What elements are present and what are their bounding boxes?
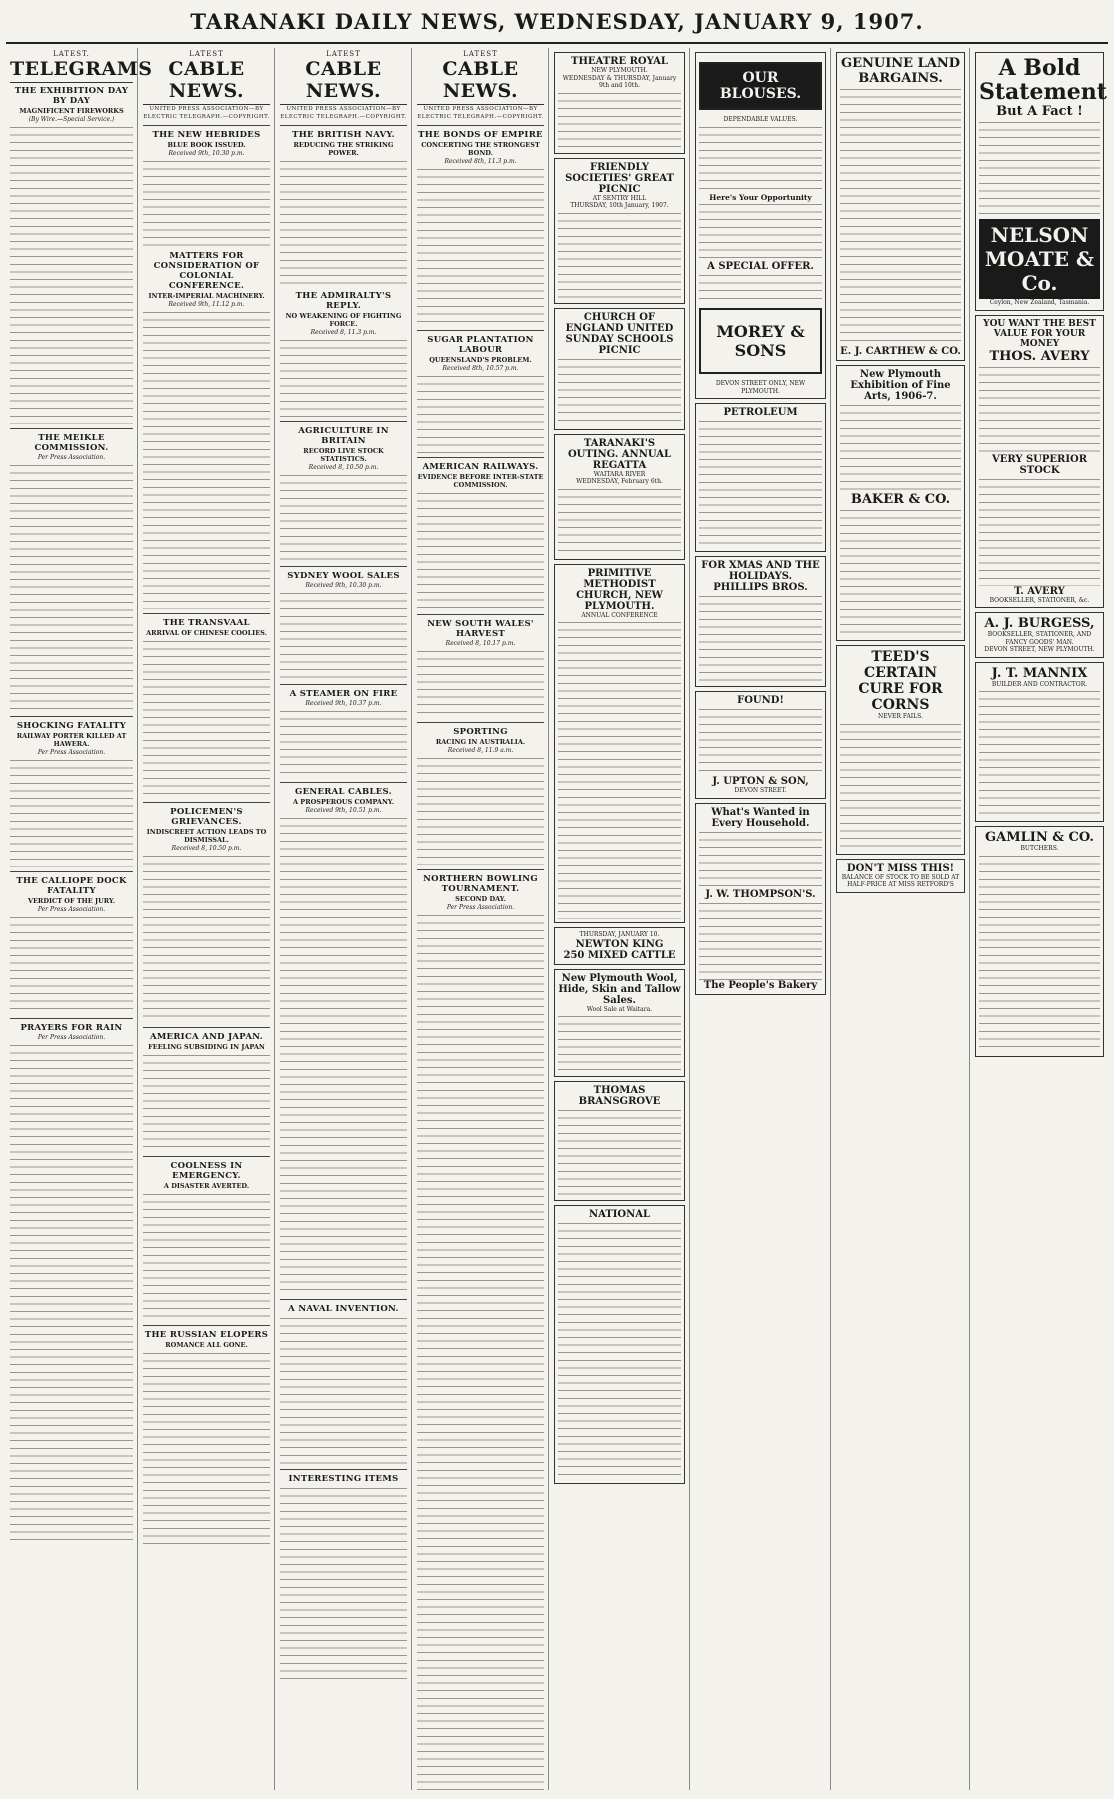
article-dateline: Received 8, 11.3 p.m. [310, 329, 377, 336]
article-subhead: VERDICT OF THE JURY. [27, 897, 116, 905]
ad-title: PRIMITIVE METHODIST CHURCH, NEW PLYMOUTH. [576, 567, 663, 612]
article-dateline: Per Press Association. [446, 904, 515, 911]
article-headline: THE EXHIBITION DAY BY DAY [14, 86, 129, 106]
article-subhead: A DISASTER AVERTED. [163, 1182, 250, 1190]
article-dateline: Per Press Association. [37, 749, 106, 756]
divider [10, 428, 133, 429]
article-dateline: Received 9th, 10.30 p.m. [305, 582, 382, 589]
ad-merchant: J. W. THOMPSON'S. [705, 888, 816, 900]
divider [143, 125, 270, 126]
ad-body-placeholder [558, 1013, 681, 1073]
ad-origin: Ceylon, New Zealand, Tasmania. [989, 299, 1090, 306]
article-subhead: EVIDENCE BEFORE INTER-STATE COMMISSION. [417, 473, 544, 489]
article [143, 618, 270, 798]
divider [417, 330, 544, 331]
article-body-placeholder [143, 638, 270, 798]
ad-title: New Plymouth Wool, Hide, Skin and Tallow Sales. [558, 972, 681, 1006]
article-dateline: Received 8, 10.50 p.m. [171, 845, 242, 852]
ad-land-bargains [836, 52, 965, 361]
article-subhead: SECOND DAY. [455, 895, 506, 903]
ad-avery [975, 315, 1104, 609]
ad-found [695, 691, 826, 799]
article-subhead: BLUE BOOK ISSUED. [167, 141, 246, 149]
article-headline: THE CALLIOPE DOCK FATALITY [16, 876, 127, 896]
ad-special-offer: A SPECIAL OFFER. [707, 261, 814, 272]
article-body-placeholder [143, 1052, 270, 1152]
article [417, 130, 544, 326]
article-dateline: Received 8, 10.17 p.m. [445, 640, 516, 647]
ad-title: New Plymouth Exhibition of Fine Arts, 1906-7. [850, 369, 951, 402]
column-kicker: LATEST [189, 50, 224, 58]
divider [10, 1018, 133, 1019]
ad-title: FRIENDLY SOCIETIES' GREAT PICNIC [565, 161, 674, 195]
divider [143, 802, 270, 803]
divider [280, 125, 407, 126]
article-headline: SYDNEY WOOL SALES [287, 571, 400, 581]
ad-conference [554, 564, 685, 924]
ad-body-placeholder [840, 721, 961, 851]
ad-body-placeholder [558, 619, 681, 919]
article-headline: SHOCKING FATALITY [16, 721, 127, 731]
article-dateline: Received 9th, 10.37 p.m. [305, 700, 382, 707]
article [417, 874, 544, 1792]
article-dateline: Received 9th, 10.30 p.m. [168, 150, 245, 157]
column-cable-news-3 [413, 48, 549, 1790]
article [417, 727, 544, 865]
logo-text: NELSON MOATE & Co. [984, 223, 1095, 295]
ad-subtitle: WAITARA RIVER [593, 470, 646, 478]
ad-highlight: Here's Your Opportunity [709, 192, 812, 202]
article-headline: MATTERS FOR CONSIDERATION OF COLONIAL CONFERENCE. [153, 251, 260, 291]
ad-body-placeholder [558, 486, 681, 556]
divider [280, 684, 407, 685]
article [143, 130, 270, 248]
ad-title: GAMLIN & CO. [985, 830, 1094, 845]
ad-mannix [975, 662, 1104, 823]
column-cable-news-2 [276, 48, 412, 1790]
ad-title: NEWTON KING [575, 938, 664, 950]
article-subhead: RECORD LIVE STOCK STATISTICS. [303, 447, 384, 463]
ad-subtitle: But A Fact ! [996, 104, 1083, 119]
article-body-placeholder [280, 1485, 407, 1685]
ad-national [554, 1205, 685, 1484]
article [280, 1304, 407, 1465]
ad-sunday-schools [554, 308, 685, 430]
article-subhead: ROMANCE ALL GONE. [165, 1341, 248, 1349]
divider [417, 614, 544, 615]
article [280, 689, 407, 778]
article-body-placeholder [417, 755, 544, 865]
ad-regatta [554, 434, 685, 560]
article-body-placeholder [417, 912, 544, 1792]
ad-exhibition [836, 365, 965, 641]
article-dateline: Received 8th, 11.3 p.m. [444, 158, 517, 165]
article [280, 291, 407, 417]
article-headline: INTERESTING ITEMS [288, 1474, 399, 1484]
ad-merchant: J. UPTON & SON, [712, 776, 809, 787]
article-body-placeholder [143, 853, 270, 1023]
divider [280, 421, 407, 422]
article-dateline: Received 9th, 10.51 p.m. [305, 807, 382, 814]
article-headline: AMERICAN RAILWAYS. [422, 462, 539, 472]
article-dateline: Per Press Association. [37, 906, 106, 913]
column-ads-3 [832, 48, 970, 1790]
ad-subtitle: NEVER FAILS. [878, 713, 923, 720]
article-body-placeholder [143, 309, 270, 609]
ad-newton-king [554, 927, 685, 965]
column-kicker: LATEST [326, 50, 361, 58]
article [280, 1474, 407, 1685]
ad-body-placeholder [840, 507, 961, 637]
article-body-placeholder [10, 124, 133, 424]
article-body-placeholder [280, 815, 407, 1295]
article-headline: A STEAMER ON FIRE [289, 689, 398, 699]
ad-body-placeholder [699, 201, 822, 261]
article-headline: THE RUSSIAN ELOPERS [144, 1330, 269, 1340]
article-headline: THE BRITISH NAVY. [292, 130, 395, 140]
column-head: CABLE NEWS. [143, 58, 270, 105]
divider [143, 1156, 270, 1157]
article-body-placeholder [10, 757, 133, 867]
divider [280, 1469, 407, 1470]
article [280, 571, 407, 680]
ad-merchant: T. AVERY [1014, 585, 1065, 597]
article-headline: THE TRANSVAAL [163, 618, 250, 628]
ad-merchant: THOS. AVERY [989, 348, 1090, 364]
article-body-placeholder [10, 462, 133, 712]
divider [280, 1299, 407, 1300]
article-body-placeholder [280, 158, 407, 288]
column-kicker: LATEST [463, 50, 498, 58]
article-headline: COOLNESS IN EMERGENCY. [170, 1161, 243, 1181]
ad-body-placeholder [699, 829, 822, 889]
ad-half-price [836, 859, 965, 893]
ad-subtitle: PHILLIPS BROS. [713, 582, 808, 593]
ad-title: FOR XMAS AND THE HOLIDAYS. [701, 560, 820, 582]
article [143, 251, 270, 609]
newspaper-page [6, 4, 1108, 1794]
ad-date: WEDNESDAY & THURSDAY, January 9th and 10th. [562, 74, 677, 89]
ad-title: TARANAKI'S OUTING. ANNUAL REGATTA [567, 437, 672, 471]
ad-agent: E. J. CARTHEW & CO. [840, 346, 961, 357]
column-telegrams [6, 48, 153, 1790]
article-body-placeholder [417, 490, 544, 610]
article [143, 1161, 270, 1321]
article-body-placeholder [10, 1042, 133, 1542]
ad-subtitle: BOOKSELLER, STATIONER, AND FANCY GOODS' MAN. [987, 631, 1092, 646]
ad-title: What's Wanted in Every Household. [711, 806, 810, 829]
ad-body-placeholder [558, 356, 681, 426]
article [417, 335, 544, 453]
article [143, 1330, 270, 1550]
ad-body-placeholder [699, 418, 822, 548]
ad-subtitle: DEPENDABLE VALUES. [723, 116, 798, 123]
article-dateline: Received 8, 10.50 p.m. [308, 464, 379, 471]
article [280, 787, 407, 1295]
article [280, 426, 407, 562]
column-sub: UNITED PRESS ASSOCIATION—BY ELECTRIC TELEGRAPH.—COPYRIGHT. [280, 106, 407, 120]
nelson-moate-logo [979, 219, 1100, 299]
ad-subtitle: ANNUAL CONFERENCE [581, 611, 658, 619]
article [10, 86, 133, 424]
article-subhead: ARRIVAL OF CHINESE COOLIES. [146, 629, 267, 637]
article-headline: SUGAR PLANTATION LABOUR [427, 335, 534, 355]
column-ads-2 [691, 48, 831, 1790]
article-dateline: Per Press Association. [37, 454, 106, 461]
ad-bold-statement [975, 52, 1107, 311]
article [10, 721, 133, 867]
article-subhead: NO WEAKENING OF FIGHTING FORCE. [285, 312, 402, 328]
column-ads-1 [550, 48, 690, 1790]
ad-title: THEATRE ROYAL [571, 56, 668, 67]
column-head: CABLE NEWS. [417, 58, 544, 105]
ad-blouses [695, 52, 826, 399]
column-ads-4 [971, 48, 1108, 1790]
ad-subtitle: BALANCE OF STOCK TO BE SOLD AT HALF-PRICE AT MISS RETFORD'S [841, 873, 960, 888]
article-subhead: A PROSPEROUS COMPANY. [293, 798, 394, 806]
article-dateline: Received 8, 11.9 a.m. [447, 747, 514, 754]
article-headline: GENERAL CABLES. [295, 787, 392, 797]
ad-address: DEVON STREET ONLY, NEW PLYMOUTH. [715, 380, 806, 395]
ad-burgess [975, 612, 1104, 658]
ad-address: DEVON STREET, NEW PLYMOUTH. [984, 646, 1095, 653]
article [10, 433, 133, 712]
ad-body-placeholder [979, 688, 1100, 818]
article-subhead: RAILWAY PORTER KILLED AT HAWERA. [16, 732, 127, 748]
ad-body-placeholder [558, 210, 681, 300]
divider [417, 722, 544, 723]
divider [280, 566, 407, 567]
ad-address: DEVON STREET. [734, 787, 787, 794]
column-head: CABLE NEWS. [280, 58, 407, 105]
ad-body-placeholder [699, 706, 822, 776]
ad-body-placeholder [699, 900, 822, 980]
article [10, 876, 133, 1014]
ad-subtitle: BOOKSELLER, STATIONER, &c. [989, 596, 1090, 604]
ad-title: PETROLEUM [723, 407, 798, 418]
article [143, 1032, 270, 1152]
article-subhead: REDUCING THE STRIKING POWER. [293, 141, 394, 157]
article-body-placeholder [417, 648, 544, 718]
divider [280, 782, 407, 783]
article [143, 807, 270, 1023]
ad-stock: VERY SUPERIOR STOCK [991, 453, 1088, 476]
ad-body-placeholder [979, 476, 1100, 586]
article-subhead: INDISCREET ACTION LEADS TO DISMISSAL. [146, 828, 267, 844]
divider [143, 1027, 270, 1028]
ad-body-placeholder [558, 1220, 681, 1480]
article-body-placeholder [143, 1191, 270, 1321]
article-headline: A NAVAL INVENTION. [288, 1304, 399, 1314]
ad-body-placeholder [558, 1107, 681, 1197]
divider [143, 613, 270, 614]
morey-sons-logo: MOREY & SONS [699, 308, 822, 374]
column-kicker: LATEST. [53, 50, 90, 58]
ad-bakery: The People's Bakery [703, 979, 818, 991]
article-dateline: Received 9th, 11.12 p.m. [168, 301, 245, 308]
article-subhead: QUEENSLAND'S PROBLEM. [429, 356, 532, 364]
column-sub: UNITED PRESS ASSOCIATION—BY ELECTRIC TELEGRAPH.—COPYRIGHT. [143, 106, 270, 120]
article-body-placeholder [280, 590, 407, 680]
ad-body-placeholder [558, 90, 681, 150]
ad-body-placeholder [979, 364, 1100, 454]
divider [143, 1325, 270, 1326]
column-cable-news-1 [139, 48, 275, 1790]
article-headline: AGRICULTURE IN BRITAIN [298, 426, 389, 446]
ad-petroleum [695, 403, 826, 552]
article-subhead: RACING IN AUSTRALIA. [435, 738, 526, 746]
ad-merchant: BAKER & CO. [850, 492, 951, 507]
ad-body-placeholder [979, 853, 1100, 1053]
ad-title: FOUND! [737, 695, 784, 706]
ad-body-placeholder [699, 124, 822, 194]
article-headline: THE MEIKLE COMMISSION. [34, 433, 109, 453]
ad-body-placeholder [840, 86, 961, 346]
ad-title: TEED'S CERTAIN CURE FOR CORNS [858, 649, 943, 713]
article [417, 462, 544, 610]
divider [417, 869, 544, 870]
ad-title: J. T. MANNIX [991, 665, 1088, 681]
ad-title: GENUINE LAND BARGAINS. [840, 56, 960, 86]
ad-phillips [695, 556, 826, 687]
article-body-placeholder [417, 373, 544, 453]
ad-household [695, 803, 826, 995]
article-headline: THE BONDS OF EMPIRE [418, 130, 543, 140]
divider [417, 125, 544, 126]
ad-bransgrove [554, 1081, 685, 1201]
ad-body-placeholder [840, 402, 961, 492]
ad-date: WEDNESDAY, February 6th. [576, 478, 663, 485]
divider [10, 871, 133, 872]
article-subhead: CONCERTING THE STRONGEST BOND. [421, 141, 540, 157]
article-body-placeholder [280, 1315, 407, 1465]
article [280, 130, 407, 288]
article-headline: PRAYERS FOR RAIN [20, 1023, 123, 1033]
article-headline: THE ADMIRALTY'S REPLY. [295, 291, 392, 311]
ad-logo: OUR BLOUSES. [699, 62, 822, 110]
ad-subtitle: BUTCHERS. [1020, 845, 1059, 852]
article-headline: NORTHERN BOWLING TOURNAMENT. [423, 874, 538, 894]
article-body-placeholder [280, 708, 407, 778]
ad-subtitle: NEW PLYMOUTH. [591, 67, 648, 74]
article-headline: AMERICA AND JAPAN. [149, 1032, 264, 1042]
column-head: TELEGRAMS [10, 58, 133, 83]
ad-title: YOU WANT THE BEST VALUE FOR YOUR MONEY [983, 318, 1096, 349]
ad-gamlin [975, 826, 1104, 1057]
ad-subtitle: BUILDER AND CONTRACTOR. [991, 680, 1088, 688]
ad-theatre-royal [554, 52, 685, 154]
ad-title: NATIONAL [588, 1209, 651, 1220]
article-headline: NEW SOUTH WALES' HARVEST [427, 619, 534, 639]
ad-body-placeholder [699, 593, 822, 683]
article-headline: SPORTING [453, 727, 508, 737]
ad-subtitle: AT SENTRY HILL [592, 194, 647, 202]
ad-subtitle: 250 MIXED CATTLE [563, 949, 676, 961]
article [417, 619, 544, 718]
ad-body-placeholder [979, 119, 1100, 219]
ad-title: THOMAS BRANSGROVE [578, 1085, 661, 1107]
masthead-title: TARANAKI DAILY NEWS, WEDNESDAY, JANUARY 9, 1907. [190, 9, 924, 34]
ad-body-placeholder [699, 272, 822, 302]
ad-date: THURSDAY, JANUARY 10. [579, 931, 660, 938]
article-body-placeholder [10, 914, 133, 1014]
article-subhead: INTER-IMPERIAL MACHINERY. [148, 292, 265, 300]
article-body-placeholder [143, 1350, 270, 1550]
ad-title: DON'T MISS THIS! [846, 862, 955, 874]
ad-title: A Bold Statement [979, 55, 1107, 105]
article-subhead: MAGNIFICENT FIREWORKS [19, 107, 124, 115]
ad-picnic [554, 158, 685, 304]
article-headline: POLICEMEN'S GRIEVANCES. [170, 807, 243, 827]
masthead [6, 4, 1108, 44]
article-dateline: Received 8th, 10.57 p.m. [442, 365, 519, 372]
article-headline: THE NEW HEBRIDES [152, 130, 261, 140]
article-dateline: Per Press Association. [37, 1034, 106, 1041]
ad-date: THURSDAY, 10th January, 1907. [570, 202, 669, 209]
ad-subtitle: Wool Sale at Waitara. [586, 1005, 653, 1013]
article-dateline: (By Wire.—Special Service.) [28, 116, 115, 123]
ad-wool-sales [554, 969, 685, 1078]
ad-title: CHURCH OF ENGLAND UNITED SUNDAY SCHOOLS PICNIC [565, 311, 674, 356]
divider [10, 716, 133, 717]
article [10, 1023, 133, 1542]
divider [417, 457, 544, 458]
column-sub: UNITED PRESS ASSOCIATION—BY ELECTRIC TELEGRAPH.—COPYRIGHT. [417, 106, 544, 120]
article-body-placeholder [280, 337, 407, 417]
ad-corns [836, 645, 965, 855]
article-body-placeholder [143, 158, 270, 248]
article-body-placeholder [417, 166, 544, 326]
article-body-placeholder [280, 472, 407, 562]
ad-title: A. J. BURGESS, [984, 616, 1095, 631]
article-subhead: FEELING SUBSIDING IN JAPAN [148, 1043, 265, 1051]
